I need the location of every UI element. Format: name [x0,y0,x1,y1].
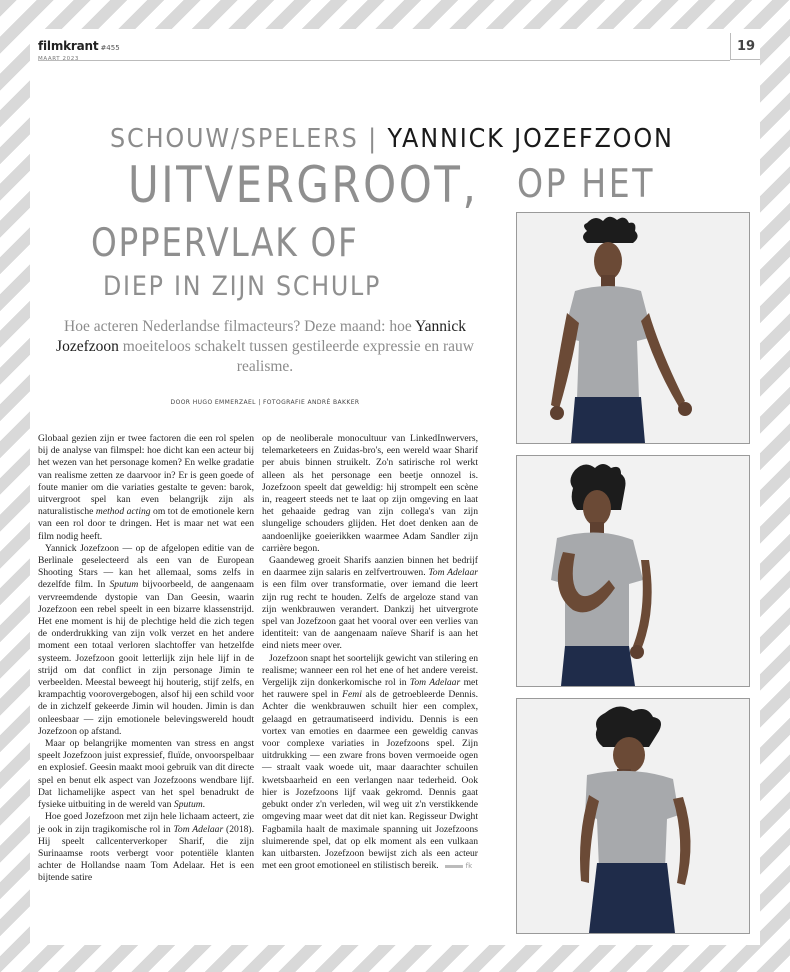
body-column-2 [262,433,478,872]
paragraph: Gaandeweg groeit Sharifs aanzien binnen het bedrijf en daarmee zijn salaris en zelfvertrouwen. Tom Adelaar is een film over transformatie, over iemand die leert zijn rug recht te houden. Zelfs de argeloze stand van zijn wenkbrauwen verandert. Dankzij het uitvergrote spel van Jozefzoon gaat het vooral over een verlies van identiteit: van de aangenaam naïeve Sharif is aan het eind niets meer over. [262,555,478,652]
portrait-photo-standing [516,212,750,444]
headline-line-1b: OP HET [517,162,656,207]
byline: DOOR HUGO EMMERZAEL | FOTOGRAFIE ANDRÉ BAKKER [170,399,360,406]
portrait-photo-bent-forward [516,698,750,934]
page-number: 19 [730,33,760,60]
magazine-page [30,29,760,945]
body-column-1 [38,433,254,885]
paragraph: Maar op belangrijke momenten van stress en angst speelt Jozefzoon juist expressief, fluïde, onvoorspelbaar en explosief. Geesin maakt mooi gebruik van dit directe spel en benut elk aspect van Jozefzoons wendbare lijf. Dat lichamelijke aspect van het spel benadrukt de fysieke uitbuiting in de wereld van Sputum. [38,738,254,811]
lead-actor-name: Yannick Jozefzoon [56,318,466,355]
paragraph: Yannick Jozefzoon — op de afgelopen editie van de Berlinale geselecteerd als een van de European Shooting Stars — kan het allemaal, soms zelfs in dezelfde film. In Sputum bijvoorbeeld, de aangenaam vervreemdende dystopie van Dan Geesin, waarin Jozefzoon een rebel speelt in een bizarre klassenstrijd. Het ene moment is hij de plechtige held die zich tegen de onderdrukking van zijn volk verzet en het andere moment een totaal verloren slachtoffer van hetzelfde systeem. Jozefzoon gooit letterlijk zijn hele lijf in de strijd om dat conflict in zijn personage Jimin te verbeelden. Meestal beweegt hij houterig, stijf zelfs, en krampachtig voorovergebogen, alsof hij een schild voor de in zichzelf gekeerde Jimin wil houden. Jimin is dan onleesbaar — zijn emotionele belevingswereld houdt Jozefzoon op afstand. [38,542,254,737]
kicker-section: SCHOUW/SPELERS | [110,124,388,154]
header-divider [38,60,730,61]
paragraph: Globaal gezien zijn er twee factoren die een rol spelen bij de analyse van filmspel: hoe dicht kan een acteur bij het wezen van het personage komen? En welke gradatie van realisme zetten ze daarvoor in? Er is geen goede of foute manier om die variaties gestalte te geven: barok, uitvergroot spel kan even belangrijk zijn als naturalistische method acting om tot de emotionele kern van een rol door te dringen. Het is maar net wat een film nodig heeft. [38,433,255,542]
headline-line-2: OPPERVLAK OF [91,221,359,266]
paragraph: Jozefzoon snapt het soortelijk gewicht van stilering en realisme; wanneer een rol het ene of het andere vereist. Vergelijk zijn donkerkomische rol in Tom Adelaar met het rauwere spel in Femi als de getroebleerde Dennis. Achter die wenkbrauwen schuilt hier een complex, gelaagd en getraumatiseerd individu. Dennis is een vortex van emoties en daarmee een geweldig canvas voor complexe variaties in Jozefzoons spel. Zijn uitdrukking — een zware frons boven vermoeide ogen — straalt vaak woede uit, maar daarachter schuilen kwetsbaarheid en een verlangen naar tederheid. Ook hier is Jozefzoons lijf vaak gekromd. Dennis gaat gebukt onder z'n verleden, wil weg uit z'n verstikkende omgeving maar weet dat dit niet kan. Regisseur Dwight Fagbamila haalt de maximale spanning uit Jozefzoons sluimerende spel, dat op elk moment als een vulkaan kan uitbarsten. Jozefzoon bewijst zich als een acteur met een groot emotioneel en stilistisch bereik. fk [262,652,478,872]
kicker-actor-name: YANNICK JOZEFZOON [387,124,674,154]
issue-number: #455 [100,44,120,52]
headline-line-3: DIEP IN ZIJN SCHULP [103,271,382,302]
magazine-logo: filmkrant [38,39,99,53]
portrait-photo-hand-on-chest [516,455,750,687]
headline-line-1: UITVERGROOT, [128,156,479,214]
paragraph: Hoe goed Jozefzoon met zijn hele lichaam acteert, zie je ook in zijn tragikomische rol in Tom Adelaar (2018). Hij speelt callcenterverkoper Sharif, die zijn Surinaamse roots verbergt voor potentiële klanten achter de Hollandse naam Tom Adelaar. Het is een bijtende satire [38,811,255,884]
section-kicker [110,124,723,154]
issue-date: MAART 2023 [38,56,79,62]
end-mark: fk [445,862,473,870]
lead-paragraph: Hoe acteren Nederlandse filmacteurs? Deze maand: hoe Yannick Jozefzoon moeiteloos schakelt tussen gestileerde expressie en rauw realisme. [56,318,474,375]
masthead [38,37,120,62]
paragraph: op de neoliberale monocultuur van LinkedInwervers, telemarketeers en Zuidas-bro's, een wereld waar Sharif per abuis binnen struikelt. Zo'n satirische rol werkt alleen als het personage een beetje onnozel is. Jozefzoon speelt dat geweldig: hij strompelt een scène in, reageert steeds net te laat op zijn omgeving en laat het gehaaide gedrag van zijn collega's van zijn slungelige schouders glijden. Het doet denken aan de aandoenlijke goeierikken waarmee Adam Sandler zijn carrière begon. [262,433,478,554]
